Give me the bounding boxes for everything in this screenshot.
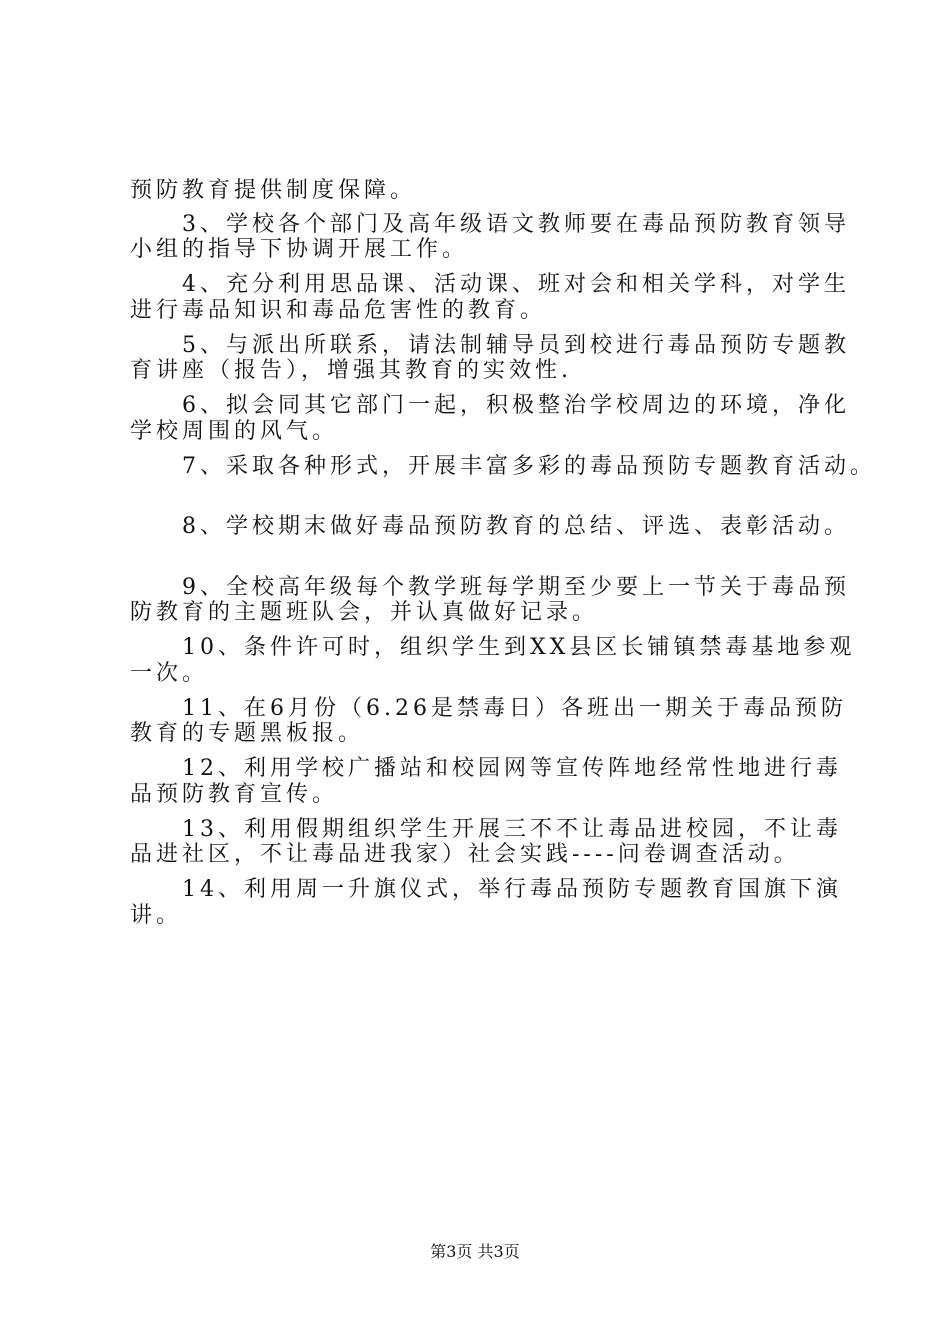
text-line: 9、全校高年级每个教学班每学期至少要上一节关于毒品预	[130, 575, 850, 600]
text-line: 品进社区，不让毒品进我家）社会实践----问卷调查活动。	[130, 842, 800, 867]
text-line: 小组的指导下协调开展工作。	[130, 237, 469, 262]
text-line: 讲。	[130, 903, 183, 928]
text-line: 8、学校期末做好毒品预防教育的总结、评选、表彰活动。	[130, 514, 850, 539]
text-line: 5、与派出所联系，请法制辅导员到校进行毒品预防专题教	[130, 333, 850, 358]
text-line: 防教育的主题班队会，并认真做好记录。	[130, 600, 599, 625]
text-line: 12、利用学校广播站和校园网等宣传阵地经常性地进行毒	[130, 756, 842, 781]
text-line: 一次。	[130, 661, 209, 686]
text-line: 7、采取各种形式，开展丰富多彩的毒品预防专题教育活动。	[130, 454, 876, 479]
text-line: 11、在6月份（6.26是禁毒日）各班出一期关于毒品预防	[130, 696, 847, 721]
text-line: 品预防教育宣传。	[130, 782, 339, 807]
text-line: 10、条件许可时，组织学生到XX县区长铺镇禁毒基地参观	[130, 635, 856, 660]
text-line: 进行毒品知识和毒品危害性的教育。	[130, 298, 547, 323]
text-line: 13、利用假期组织学生开展三不不让毒品进校园，不让毒	[130, 817, 842, 842]
text-line: 教育的专题黑板报。	[130, 721, 365, 746]
text-line: 3、学校各个部门及高年级语文教师要在毒品预防教育领导	[130, 212, 850, 237]
text-line: 4、充分利用思品课、活动课、班对会和相关学科，对学生	[130, 272, 850, 297]
text-line: 14、利用周一升旗仪式，举行毒品预防专题教育国旗下演	[130, 877, 842, 902]
text-line: 学校周围的风气。	[130, 419, 339, 444]
text-line: 6、拟会同其它部门一起，积极整治学校周边的环境，净化	[130, 393, 850, 418]
text-line: 育讲座（报告），增强其教育的实效性.	[130, 358, 572, 383]
page-number-footer: 第3页 共3页	[430, 1242, 520, 1261]
text-line: 预防教育提供制度保障。	[130, 178, 417, 203]
